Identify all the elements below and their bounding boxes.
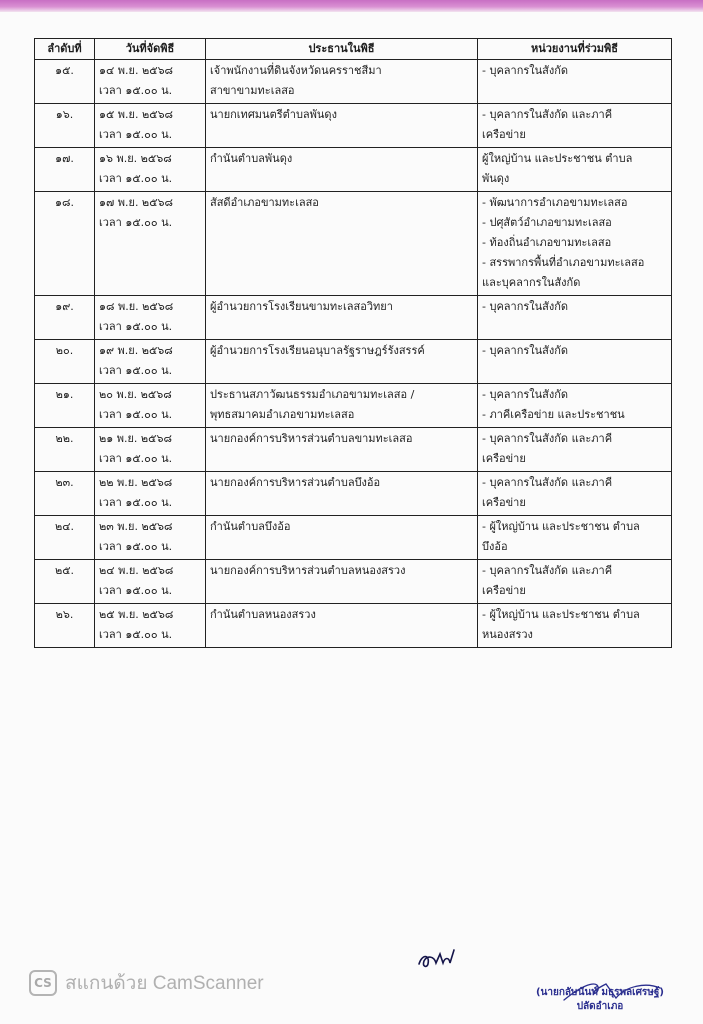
chair-line: สาขาขามทะเลสอ [210, 84, 295, 97]
unit-line: - พัฒนาการอำเภอขามทะเลสอ [482, 196, 628, 209]
ceremony-date: ๑๔ พ.ย. ๒๕๖๘ [99, 64, 174, 77]
signature-block [510, 986, 690, 1014]
date-cell [95, 192, 206, 296]
order-number: ๒๖. [55, 608, 74, 621]
order-cell [35, 104, 95, 148]
ceremony-time: เวลา ๑๕.๐๐ น. [99, 84, 173, 97]
table-body [35, 60, 672, 648]
date-cell [95, 516, 206, 560]
unit-line: บึงอ้อ [482, 540, 508, 553]
ceremony-date: ๑๘ พ.ย. ๒๕๖๘ [99, 300, 174, 313]
chair-cell [206, 340, 478, 384]
unit-line: เครือข่าย [482, 452, 526, 465]
chair-cell [206, 384, 478, 428]
chair-line: ผู้อำนวยการโรงเรียนขามทะเลสอวิทยา [210, 300, 393, 313]
units-cell [478, 472, 672, 516]
table-row [35, 428, 672, 472]
top-color-band [0, 0, 703, 12]
chair-cell [206, 104, 478, 148]
ceremony-date: ๒๓ พ.ย. ๒๕๖๘ [99, 520, 173, 533]
ceremony-time: เวลา ๑๕.๐๐ น. [99, 364, 173, 377]
order-cell [35, 296, 95, 340]
chair-line: พุทธสมาคมอำเภอขามทะเลสอ [210, 408, 355, 421]
unit-line: - สรรพากรพื้นที่อำเภอขามทะเลสอ [482, 256, 645, 269]
ceremony-time: เวลา ๑๕.๐๐ น. [99, 128, 173, 141]
unit-line: - บุคลากรในสังกัด [482, 300, 569, 313]
table-row [35, 296, 672, 340]
unit-line: และบุคลากรในสังกัด [482, 276, 581, 289]
header-units: หน่วยงานที่ร่วมพิธี [478, 39, 672, 60]
unit-line: - ผู้ใหญ่บ้าน และประชาชน ตำบล [482, 608, 640, 621]
units-cell [478, 148, 672, 192]
ceremony-date: ๒๔ พ.ย. ๒๕๖๘ [99, 564, 174, 577]
ceremony-schedule [34, 38, 672, 648]
chair-line: เจ้าพนักงานที่ดินจังหวัดนครราชสีมา [210, 64, 382, 77]
chair-line: ประธานสภาวัฒนธรรมอำเภอขามทะเลสอ / [210, 388, 415, 401]
unit-line: พันดุง [482, 172, 510, 185]
chair-line: นายกองค์การบริหารส่วนตำบลบึงอ้อ [210, 476, 381, 489]
order-cell [35, 560, 95, 604]
units-cell [478, 104, 672, 148]
order-number: ๒๔. [54, 520, 75, 533]
signature-position: ปลัดอำเภอ [576, 1001, 624, 1012]
chair-line: กำนันตำบลหนองสรวง [210, 608, 316, 621]
table-row [35, 472, 672, 516]
date-cell [95, 472, 206, 516]
date-cell [95, 104, 206, 148]
date-cell [95, 340, 206, 384]
date-cell [95, 428, 206, 472]
date-cell [95, 560, 206, 604]
unit-line: หนองสรวง [482, 628, 533, 641]
table-row [35, 340, 672, 384]
unit-line: - ปศุสัตว์อำเภอขามทะเลสอ [482, 216, 612, 229]
order-number: ๒๓. [55, 476, 74, 489]
units-cell [478, 340, 672, 384]
ceremony-date: ๒๑ พ.ย. ๒๕๖๘ [99, 432, 172, 445]
unit-line: เครือข่าย [482, 128, 526, 141]
table-row [35, 148, 672, 192]
order-cell [35, 148, 95, 192]
unit-line: - ผู้ใหญ่บ้าน และประชาชน ตำบล [482, 520, 640, 533]
order-number: ๒๕. [54, 564, 75, 577]
date-cell [95, 60, 206, 104]
unit-line: - ท้องถิ่นอำเภอขามทะเลสอ [482, 236, 612, 249]
chair-cell [206, 60, 478, 104]
chair-cell [206, 560, 478, 604]
unit-line: เครือข่าย [482, 496, 526, 509]
unit-line: - บุคลากรในสังกัด และภาคี [482, 476, 613, 489]
order-cell [35, 192, 95, 296]
order-number: ๒๐. [55, 344, 74, 357]
initials-mark [416, 948, 462, 970]
chair-line: ผู้อำนวยการโรงเรียนอนุบาลรัฐราษฎร์รังสรรค์ [210, 344, 425, 357]
unit-line: - บุคลากรในสังกัด และภาคี [482, 108, 613, 121]
ceremony-time: เวลา ๑๕.๐๐ น. [99, 496, 173, 509]
header-order: ลำดับที่ [35, 39, 95, 60]
unit-line: - บุคลากรในสังกัด และภาคี [482, 564, 613, 577]
order-number: ๑๘. [55, 196, 74, 209]
chair-cell [206, 516, 478, 560]
ceremony-time: เวลา ๑๕.๐๐ น. [99, 540, 173, 553]
ceremony-date: ๒๐ พ.ย. ๒๕๖๘ [99, 388, 172, 401]
order-cell [35, 472, 95, 516]
units-cell [478, 192, 672, 296]
unit-line: - บุคลากรในสังกัด [482, 344, 569, 357]
order-cell [35, 604, 95, 648]
units-cell [478, 296, 672, 340]
signature-name: (นายกลัษนันท์ มธุรพลเศรษฐ์) [535, 987, 664, 998]
ceremony-date: ๑๖ พ.ย. ๒๕๖๘ [99, 152, 172, 165]
units-cell [478, 384, 672, 428]
table-row [35, 60, 672, 104]
ceremony-time: เวลา ๑๕.๐๐ น. [99, 452, 173, 465]
chair-cell [206, 148, 478, 192]
camscanner-logo-icon: CS [29, 970, 57, 996]
date-cell [95, 384, 206, 428]
table-header-row [35, 39, 672, 60]
order-number: ๑๙. [55, 300, 74, 313]
table-row [35, 384, 672, 428]
ceremony-time: เวลา ๑๕.๐๐ น. [99, 584, 173, 597]
table-row [35, 560, 672, 604]
header-chair: ประธานในพิธี [206, 39, 478, 60]
ceremony-time: เวลา ๑๕.๐๐ น. [99, 628, 173, 641]
ceremony-date: ๑๗ พ.ย. ๒๕๖๘ [99, 196, 173, 209]
units-cell [478, 428, 672, 472]
chair-line: นายกองค์การบริหารส่วนตำบลขามทะเลสอ [210, 432, 413, 445]
table-row [35, 516, 672, 560]
chair-cell [206, 192, 478, 296]
order-cell [35, 428, 95, 472]
unit-line: ผู้ใหญ่บ้าน และประชาชน ตำบล [482, 152, 633, 165]
units-cell [478, 516, 672, 560]
ceremony-time: เวลา ๑๕.๐๐ น. [99, 320, 173, 333]
order-number: ๑๕. [55, 64, 74, 77]
order-number: ๑๖. [55, 108, 74, 121]
schedule-table [34, 38, 672, 648]
table-row [35, 604, 672, 648]
units-cell [478, 60, 672, 104]
chair-line: กำนันตำบลพันดุง [210, 152, 293, 165]
order-cell [35, 340, 95, 384]
ceremony-date: ๒๒ พ.ย. ๒๕๖๘ [99, 476, 173, 489]
chair-cell [206, 428, 478, 472]
date-cell [95, 148, 206, 192]
ceremony-date: ๑๙ พ.ย. ๒๕๖๘ [99, 344, 173, 357]
units-cell [478, 560, 672, 604]
ceremony-date: ๒๕ พ.ย. ๒๕๖๘ [99, 608, 174, 621]
chair-line: กำนันตำบลบึงอ้อ [210, 520, 291, 533]
ceremony-time: เวลา ๑๕.๐๐ น. [99, 172, 173, 185]
table-row [35, 192, 672, 296]
chair-line: นายกองค์การบริหารส่วนตำบลหนองสรวง [210, 564, 406, 577]
table-row [35, 104, 672, 148]
date-cell [95, 604, 206, 648]
watermark-text: สแกนด้วย CamScanner [65, 973, 264, 994]
unit-line: - บุคลากรในสังกัด [482, 388, 569, 401]
unit-line: - ภาคีเครือข่าย และประชาชน [482, 408, 625, 421]
chair-cell [206, 472, 478, 516]
order-number: ๒๑. [55, 388, 74, 401]
chair-cell [206, 604, 478, 648]
date-cell [95, 296, 206, 340]
ceremony-time: เวลา ๑๕.๐๐ น. [99, 408, 173, 421]
unit-line: - บุคลากรในสังกัด และภาคี [482, 432, 613, 445]
chair-cell [206, 296, 478, 340]
header-date: วันที่จัดพิธี [95, 39, 206, 60]
order-number: ๒๒. [55, 432, 74, 445]
ceremony-time: เวลา ๑๕.๐๐ น. [99, 216, 173, 229]
chair-line: สัสดีอำเภอขามทะเลสอ [210, 196, 319, 209]
unit-line: เครือข่าย [482, 584, 526, 597]
order-cell [35, 384, 95, 428]
chair-line: นายกเทศมนตรีตำบลพันดุง [210, 108, 337, 121]
order-cell [35, 60, 95, 104]
camscanner-watermark [29, 968, 264, 998]
order-number: ๑๗. [55, 152, 74, 165]
units-cell [478, 604, 672, 648]
order-cell [35, 516, 95, 560]
unit-line: - บุคลากรในสังกัด [482, 64, 569, 77]
ceremony-date: ๑๕ พ.ย. ๒๕๖๘ [99, 108, 174, 121]
